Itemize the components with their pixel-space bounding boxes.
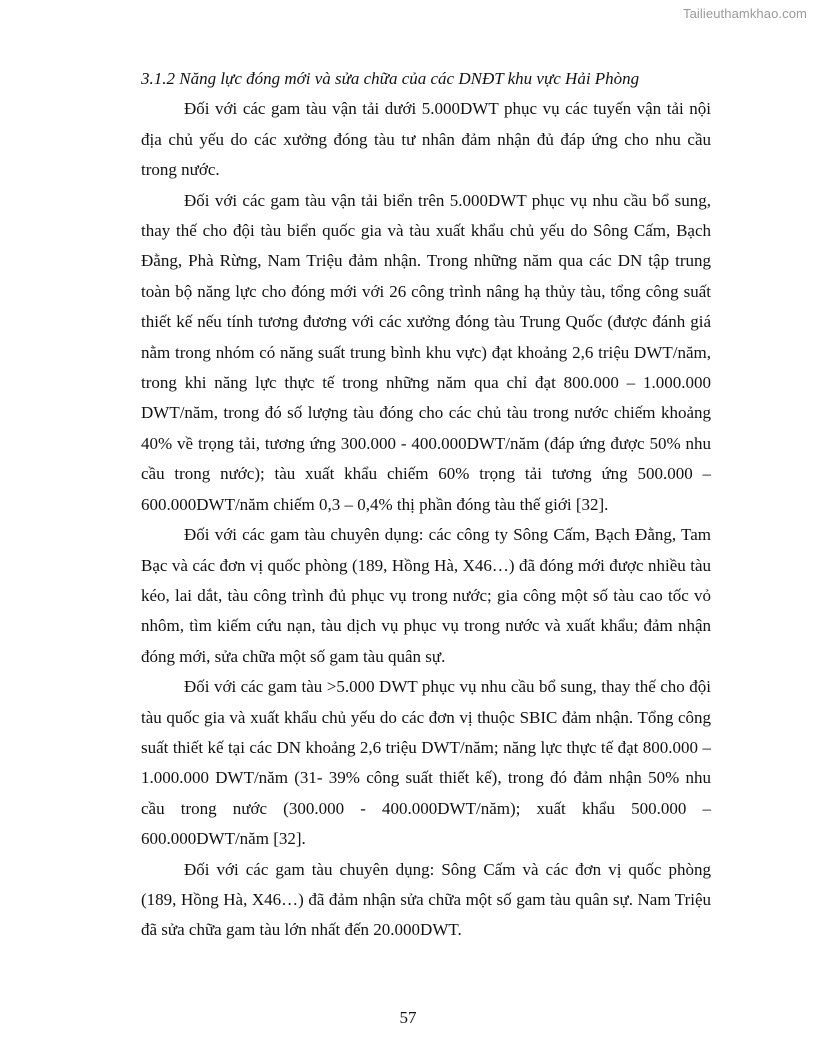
paragraph-2: Đối với các gam tàu vận tải biển trên 5.000DWT phục vụ nhu cầu bổ sung, thay thế cho đội tàu biển quốc gia và tàu xuất khẩu chủ yếu do Sông Cấm, Bạch Đằng, Phà Rừng, Nam Triệu đảm nhận. Trong những năm qua các DN tập trung toàn bộ năng lực cho đóng mới với 26 công trình nâng hạ thủy tàu, tổng công suất thiết kế nếu tính tương đương với các xưởng đóng tàu Trung Quốc (được đánh giá nằm trong nhóm có năng suất trung bình khu vực) đạt khoảng 2,6 triệu DWT/năm, trong khi năng lực thực tế trong những năm qua chỉ đạt 800.000 – 1.000.000 DWT/năm, trong đó số lượng tàu đóng cho các chủ tàu trong nước chiếm khoảng 40% về trọng tải, tương ứng 300.000 - 400.000DWT/năm (đáp ứng được 50% nhu cầu trong nước); tàu xuất khẩu chiếm 60% trọng tải tương ứng 500.000 – 600.000DWT/năm chiếm 0,3 – 0,4% thị phần đóng tàu thế giới [32].: [141, 190, 711, 514]
paragraph-5: Đối với các gam tàu chuyên dụng: Sông Cấm và các đơn vị quốc phòng (189, Hồng Hà, X46…) đã đảm nhận sửa chữa một số gam tàu quân sự. Nam Triệu đã sửa chữa gam tàu lớn nhất đến 20.000DWT.: [141, 859, 711, 940]
paragraph-1: Đối với các gam tàu vận tải dưới 5.000DWT phục vụ các tuyến vận tải nội địa chủ yếu do các xưởng đóng tàu tư nhân đảm nhận đủ đáp ứng cho nhu cầu trong nước.: [141, 99, 711, 180]
page-body: [141, 64, 711, 946]
watermark-text: Tailieuthamkhao.com: [682, 6, 807, 21]
section-heading: 3.1.2 Năng lực đóng mới và sửa chữa của các DNĐT khu vực Hải Phòng: [141, 69, 640, 88]
paragraph-4: Đối với các gam tàu >5.000 DWT phục vụ nhu cầu bổ sung, thay thế cho đội tàu quốc gia và xuất khẩu chủ yếu do các đơn vị thuộc SBIC đảm nhận. Tổng công suất thiết kế tại các DN khoảng 2,6 triệu DWT/năm; năng lực thực tế đạt 800.000 – 1.000.000 DWT/năm (31- 39% công suất thiết kế), trong đó đảm nhận 50% nhu cầu trong nước (300.000 - 400.000DWT/năm); xuất khẩu 500.000 – 600.000DWT/năm [32].: [141, 677, 711, 849]
page-number: 57: [399, 1008, 417, 1027]
paragraph-3: Đối với các gam tàu chuyên dụng: các công ty Sông Cấm, Bạch Đằng, Tam Bạc và các đơn vị quốc phòng (189, Hồng Hà, X46…) đã đóng mới được nhiều tàu kéo, lai dắt, tàu công trình đủ phục vụ trong nước; gia công một số tàu cao tốc vỏ nhôm, tìm kiếm cứu nạn, tàu dịch vụ phục vụ trong nước và xuất khẩu; đảm nhận đóng mới, sửa chữa một số gam tàu quân sự.: [141, 525, 711, 666]
